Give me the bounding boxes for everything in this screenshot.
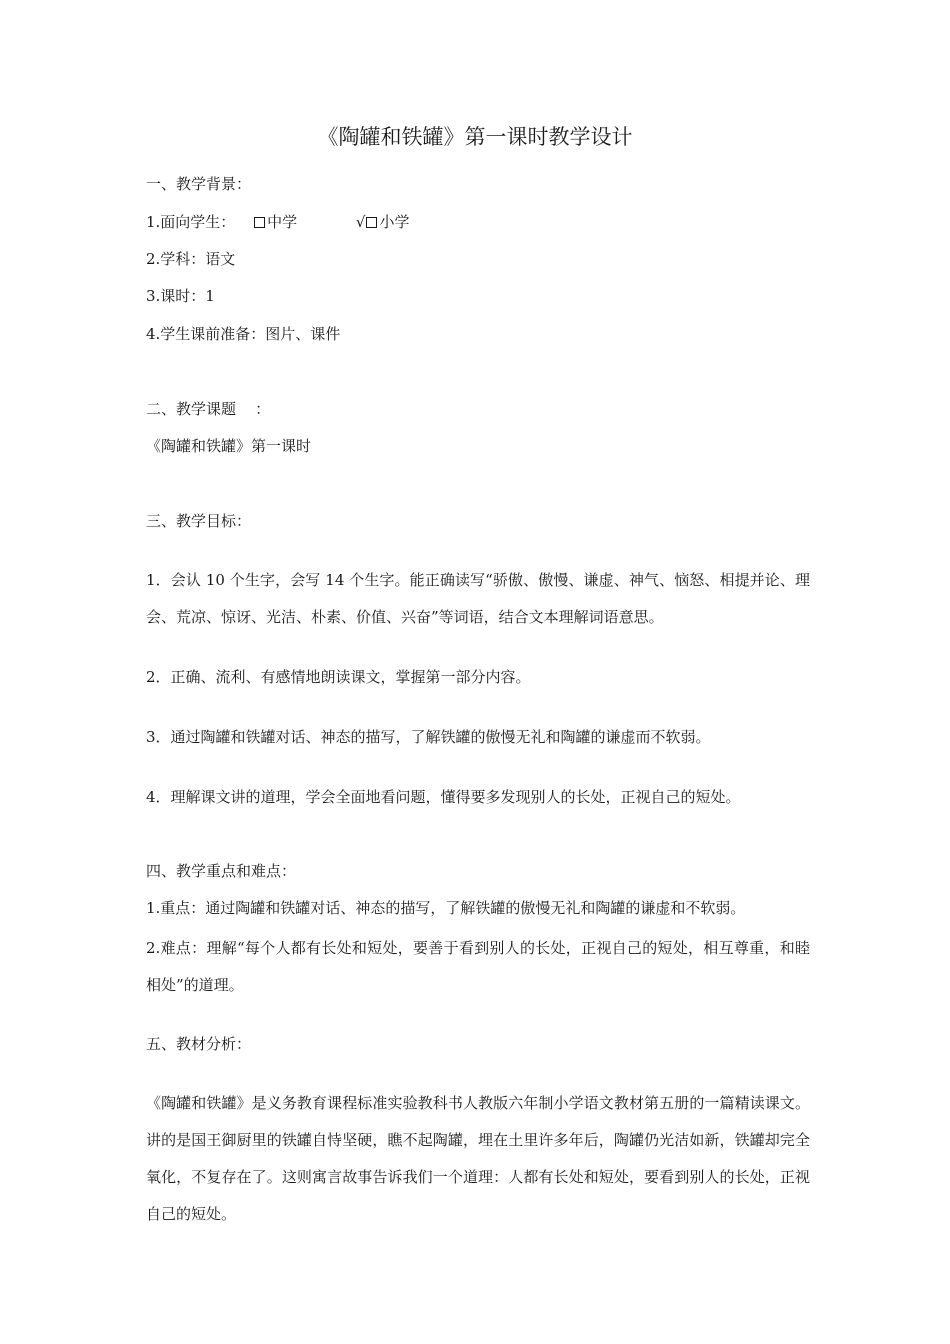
section-heading-keypoints: 四、教学重点和难点： [146, 862, 297, 880]
option-middle-school [254, 212, 297, 232]
goal-item-3: 3．通过陶罐和铁罐对话、神态的描写，了解铁罐的傲慢无礼和陶罐的谦虚而不软弱。 [146, 728, 711, 746]
checkbox-icon [254, 217, 265, 228]
prep-line: 4.学生课前准备：图片、课件 [146, 325, 341, 343]
students-label: 1.面向学生： [146, 213, 236, 231]
hours-line: 3.课时：1 [146, 287, 215, 305]
goal-item-1: 1．会认 10 个生字，会写 14 个生字。能正确读写“骄傲、傲慢、谦虚、神气、恼怒、相提并论、理会、荒凉、惊讶、光洁、朴素、价值、兴奋”等词语，结合文本理解词语意思。 [146, 571, 810, 626]
option-primary-label: 小学 [379, 213, 410, 231]
goal-item-2: 2．正确、流利、有感情地朗读课文，掌握第一部分内容。 [146, 668, 531, 686]
keypoint-difficulty: 2.难点：理解“每个人都有长处和短处，要善于看到别人的长处，正视自己的短处，相互尊重，和睦相处”的道理。 [146, 939, 810, 994]
document-title: 《陶罐和铁罐》第一课时教学设计 [317, 125, 633, 149]
option-middle-label: 中学 [267, 213, 298, 231]
topic-text: 《陶罐和铁罐》第一课时 [146, 437, 312, 455]
checkmark-icon: √ [355, 213, 366, 231]
goal-item-4: 4．理解课文讲的道理，学会全面地看问题，懂得要多发现别人的长处，正视自己的短处。 [146, 788, 741, 806]
section-heading-goals: 三、教学目标： [146, 512, 252, 530]
checkbox-icon [366, 217, 377, 228]
keypoint-focus: 1.重点：通过陶罐和铁罐对话、神态的描写，了解铁罐的傲慢无礼和陶罐的谦虚和不软弱。 [146, 899, 746, 917]
option-primary-school [356, 212, 410, 232]
subject-line: 2.学科：语文 [146, 250, 236, 268]
section-heading-topic: 二、教学课题 ： [146, 400, 271, 418]
students-row [146, 212, 409, 232]
section-heading-background: 一、教学背景： [146, 175, 252, 193]
section-heading-analysis: 五、教材分析： [146, 1035, 252, 1053]
analysis-text: 《陶罐和铁罐》是义务教育课程标准实验教科书人教版六年制小学语文教材第五册的一篇精读课文。讲的是国王御厨里的铁罐自恃坚硬，瞧不起陶罐，埋在土里许多年后，陶罐仍光洁如新，铁罐却完全氧化，不复存在了。这则寓言故事告诉我们一个道理：人都有长处和短处，要看到别人的长处，正视自己的短处。 [146, 1094, 810, 1223]
